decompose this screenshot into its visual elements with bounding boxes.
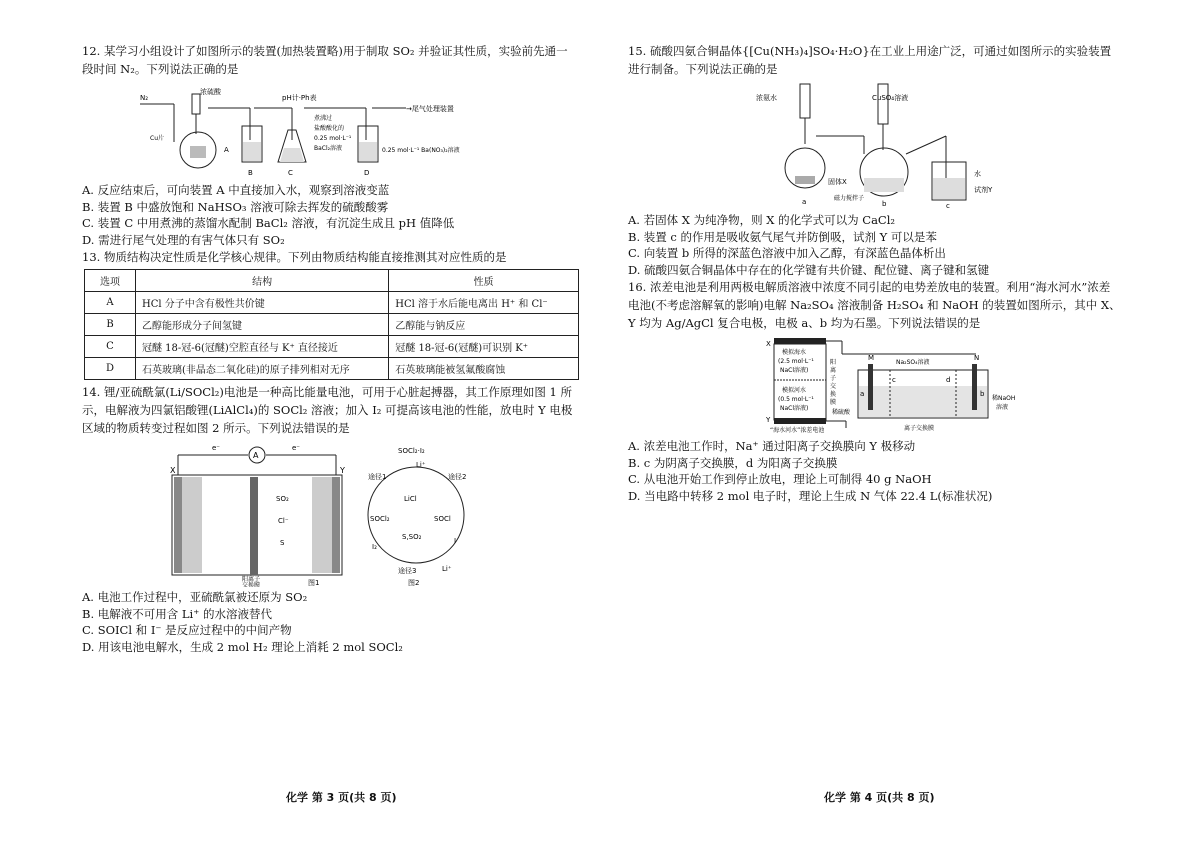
question-16-figure <box>628 334 1148 436</box>
question-12-figure <box>82 80 602 180</box>
river-water-label-1: 模拟河水 <box>782 387 807 394</box>
li-top-label: Li⁺ <box>416 461 426 469</box>
question-12-option-c: C. 装置 C 中用煮沸的蒸馏水配制 BaCl₂ 溶液，有沉淀生成且 pH 值降低 <box>82 216 455 230</box>
apparatus-a-label: a <box>802 198 807 206</box>
figure-2-caption: 图2 <box>408 579 420 587</box>
question-14-option-b: B. 电解液不可用含 Li⁺ 的水溶液替代 <box>82 606 272 621</box>
table-cell: 冠醚 18-冠-6(冠醚)可识别 K⁺ <box>389 336 579 358</box>
apparatus-a-label: A <box>224 146 229 154</box>
dilute-naoh-label-1: 稀NaOH <box>992 395 1016 402</box>
ion-membrane-label: 离子交换膜 <box>904 425 935 432</box>
table-cell: HCl 分子中含有极性共价键 <box>136 292 389 314</box>
membrane-char-1: 阳 <box>830 359 837 366</box>
path-3-label: 途径3 <box>398 567 417 575</box>
table-row <box>85 292 579 314</box>
membrane-char-3: 子 <box>830 375 837 382</box>
electrode-y-label: Y <box>766 416 771 424</box>
question-16-stem-line3: Y 均为 Ag/AgCl 复合电极，电极 a、b 均为石墨。下列说法错误的是 <box>628 316 981 330</box>
membrane-char-6: 膜 <box>830 399 837 406</box>
question-15-option-d: D. 硫酸四氨合铜晶体中存在的化学键有共价键、配位键、离子键和氢键 <box>628 262 990 277</box>
question-14-stem-line2: 示，电解液为四氯铝酸锂(LiAlCl₄)的 SOCl₂ 溶液；加入 I₂ 可提高该电池的性能，放电时 Y 电极 <box>82 403 573 417</box>
question-13-table <box>84 269 579 380</box>
socl2-left-label: SOCl₂ <box>370 515 390 523</box>
river-water-label-3: NaCl溶液) <box>780 405 809 412</box>
table-header-structure: 结构 <box>136 270 389 292</box>
acid-label: 浓硫酸 <box>200 88 221 96</box>
table-cell: D <box>85 358 136 380</box>
question-14-figures <box>82 439 602 587</box>
cu-label: Cu片 <box>150 135 164 142</box>
d-desc: 0.25 mol·L⁻¹ Ba(NO₃)₂溶液 <box>382 147 460 154</box>
question-14 <box>82 383 602 655</box>
left-column <box>82 42 602 655</box>
table-cell: 乙醇能形成分子间氢键 <box>136 314 389 336</box>
question-12-stem-line2: 段时间 N₂。下列说法正确的是 <box>82 62 239 76</box>
question-14-option-a: A. 电池工作过程中，亚硫酰氯被还原为 SO₂ <box>82 590 308 604</box>
sea-water-label-2: (2.5 mol·L⁻¹ <box>778 358 814 365</box>
li-bottom-label: Li⁺ <box>442 565 452 573</box>
solid-x-label: 固体X <box>828 178 847 186</box>
apparatus-c-label: C <box>288 169 293 177</box>
apparatus-b-label: b <box>882 200 887 208</box>
membrane-char-4: 交 <box>830 383 837 390</box>
sulfur-label: S <box>280 539 285 547</box>
table-cell: 冠醚 18-冠-6(冠醚)空腔直径与 K⁺ 直径接近 <box>136 336 389 358</box>
copper-complex-apparatus <box>628 80 1148 210</box>
electron-flow-1: e⁻ <box>212 444 221 452</box>
question-16-option-b: B. c 为阴离子交换膜，d 为阳离子交换膜 <box>628 455 838 470</box>
membrane-label-2: 交换膜 <box>242 582 261 587</box>
gas-n-label: N <box>974 354 980 362</box>
na2so4-label: Na₂SO₄溶液 <box>896 359 930 366</box>
table-cell: C <box>85 336 136 358</box>
chloride-label: Cl⁻ <box>278 517 289 525</box>
ph-label: pH计·Ph表 <box>282 94 317 102</box>
so2-label: SO₂ <box>276 495 289 503</box>
question-16-option-a: A. 浓差电池工作时，Na⁺ 通过阳离子交换膜向 Y 极移动 <box>628 439 916 453</box>
path-2-label: 途径2 <box>448 473 467 481</box>
question-12-option-b: B. 装置 B 中盛放饱和 NaHSO₃ 溶液可除去挥发的硫酸酸雾 <box>82 199 389 214</box>
membrane-char-5: 换 <box>830 391 837 398</box>
question-13 <box>82 248 602 380</box>
membrane-char-2: 离 <box>830 367 837 374</box>
reagent-y-label: 试剂Y <box>974 186 993 194</box>
membrane-d-label: d <box>946 376 951 384</box>
table-row <box>85 336 579 358</box>
stirrer-label: 磁力搅拌子 <box>834 195 865 202</box>
table-row <box>85 314 579 336</box>
table-row <box>85 358 579 380</box>
question-12-option-a: A. 反应结束后，可向装置 A 中直接加入水，观察到溶液变蓝 <box>82 183 390 197</box>
figure-1-battery <box>170 444 345 587</box>
table-cell: 石英玻璃能被氢氟酸腐蚀 <box>389 358 579 380</box>
sea-water-label-3: NaCl溶液) <box>780 367 809 374</box>
table-cell: 乙醇能与钠反应 <box>389 314 579 336</box>
table-header-property: 性质 <box>389 270 579 292</box>
socl-label: SOCl <box>434 515 451 523</box>
question-15-stem-line1: 15. 硫酸四氨合铜晶体{[Cu(NH₃)₄]SO₄·H₂O}在工业上用途广泛，可通过如图所示的实验装置 <box>628 44 1112 58</box>
question-14-stem-line1: 14. 锂/亚硫酰氯(Li/SOCl₂)电池是一种高比能量电池，可用于心脏起搏器，其工作原理如图 1 所 <box>82 385 572 399</box>
dilute-naoh-label-2: 溶液 <box>996 404 1009 411</box>
question-15 <box>628 42 1148 278</box>
figure-1-caption: 图1 <box>308 579 320 587</box>
question-12-option-d: D. 需进行尾气处理的有害气体只有 SO₂ <box>82 232 285 247</box>
question-16-option-d: D. 当电路中转移 2 mol 电子时，理论上生成 N 气体 22.4 L(标准状况) <box>628 488 993 503</box>
sea-water-label-1: 模拟海水 <box>782 349 807 356</box>
gas-m-label: M <box>868 354 875 362</box>
question-15-figure <box>628 80 1148 210</box>
apparatus-c-label: c <box>946 202 950 210</box>
i-label: I <box>454 537 457 545</box>
question-14-option-c: C. SOICl 和 I⁻ 是反应过程中的中间产物 <box>82 623 292 637</box>
c-desc-3: 0.25 mol·L⁻¹ <box>314 135 352 142</box>
page-footer-left: 化学 第 3 页(共 8 页) <box>286 791 397 804</box>
table-cell: 石英玻璃(非晶态二氧化硅)的原子排列相对无序 <box>136 358 389 380</box>
electrode-a-label: a <box>860 390 865 398</box>
question-15-stem-line2: 进行制备。下列说法正确的是 <box>628 62 778 76</box>
i2-label: I₂ <box>372 543 377 551</box>
table-cell: A <box>85 292 136 314</box>
path-1-label: 途径1 <box>368 473 387 481</box>
so2-apparatus-diagram <box>82 80 602 180</box>
question-16-stem-line1: 16. 浓差电池是利用两极电解质溶液中浓度不同引起的电势差放电的装置。利用“海水河水”浓差 <box>628 280 1111 294</box>
c-desc-2: 盐酸酸化的 <box>314 125 345 132</box>
membrane-c-label: c <box>892 376 896 384</box>
apparatus-d-label: D <box>364 169 370 177</box>
electrode-y-label: Y <box>340 466 345 475</box>
question-12-stem-line1: 12. 某学习小组设计了如图所示的装置(加热装置略)用于制取 SO₂ 并验证其性质，实验前先通一 <box>82 44 568 58</box>
c-desc-4: BaCl₂溶液 <box>314 145 343 152</box>
question-14-stem-line3: 区域的物质转变过程如图 2 所示。下列说法错误的是 <box>82 421 350 435</box>
tail-label: →尾气处理装置 <box>406 105 454 113</box>
question-15-option-b: B. 装置 c 的作用是吸收氨气尾气并防倒吸，试剂 Y 可以是苯 <box>628 229 937 244</box>
concentration-cell-diagram <box>628 334 1148 436</box>
c-desc-1: 煮沸过 <box>314 115 333 122</box>
electron-flow-2: e⁻ <box>292 444 301 452</box>
electrode-x-label: X <box>766 340 771 348</box>
electrode-b-label: b <box>980 390 985 398</box>
dilute-acid-label: 稀硫酸 <box>832 409 851 416</box>
water-label: 水 <box>974 170 981 178</box>
s-so2-label: S,SO₂ <box>402 533 422 541</box>
right-column <box>628 42 1148 504</box>
question-16 <box>628 278 1148 504</box>
membrane-label-1: 阳离子 <box>242 576 261 583</box>
concentration-cell-caption: “海水河水”浓差电池 <box>770 427 825 434</box>
electrode-x-label: X <box>170 466 176 475</box>
river-water-label-2: (0.5 mol·L⁻¹ <box>778 396 814 403</box>
apparatus-b-label: B <box>248 169 253 177</box>
table-header-option: 选项 <box>85 270 136 292</box>
question-13-stem: 13. 物质结构决定性质是化学核心规律。下列由物质结构能直接推测其对应性质的是 <box>82 250 507 264</box>
question-14-option-d: D. 用该电池电解水，生成 2 mol H₂ 理论上消耗 2 mol SOCl₂ <box>82 639 403 654</box>
page-footer-right: 化学 第 4 页(共 8 页) <box>824 791 935 804</box>
battery-diagrams <box>82 439 602 587</box>
n2-label: N₂ <box>140 94 149 102</box>
ammeter-label: A <box>253 451 259 460</box>
question-15-option-a: A. 若固体 X 为纯净物，则 X 的化学式可以为 CaCl₂ <box>628 213 896 227</box>
question-16-stem-line2: 电池(不考虑溶解氧的影响)电解 Na₂SO₄ 溶液制备 H₂SO₄ 和 NaOH 的装置如图所示，其中 X、 <box>628 298 1121 312</box>
socl2-i2-label: SOCl₂·I₂ <box>398 447 425 455</box>
cuso4-label: CuSO₄溶液 <box>872 94 909 102</box>
table-cell: HCl 溶于水后能电离出 H⁺ 和 Cl⁻ <box>389 292 579 314</box>
figure-2-cycle <box>368 447 466 587</box>
question-16-option-c: C. 从电池开始工作到停止放电，理论上可制得 40 g NaOH <box>628 472 932 486</box>
licl-label: LiCl <box>404 495 417 503</box>
question-12 <box>82 42 602 248</box>
table-header-row <box>85 270 579 292</box>
table-cell: B <box>85 314 136 336</box>
ammonia-label: 浓氨水 <box>756 94 777 102</box>
question-15-option-c: C. 向装置 b 所得的深蓝色溶液中加入乙醇，有深蓝色晶体析出 <box>628 246 946 260</box>
